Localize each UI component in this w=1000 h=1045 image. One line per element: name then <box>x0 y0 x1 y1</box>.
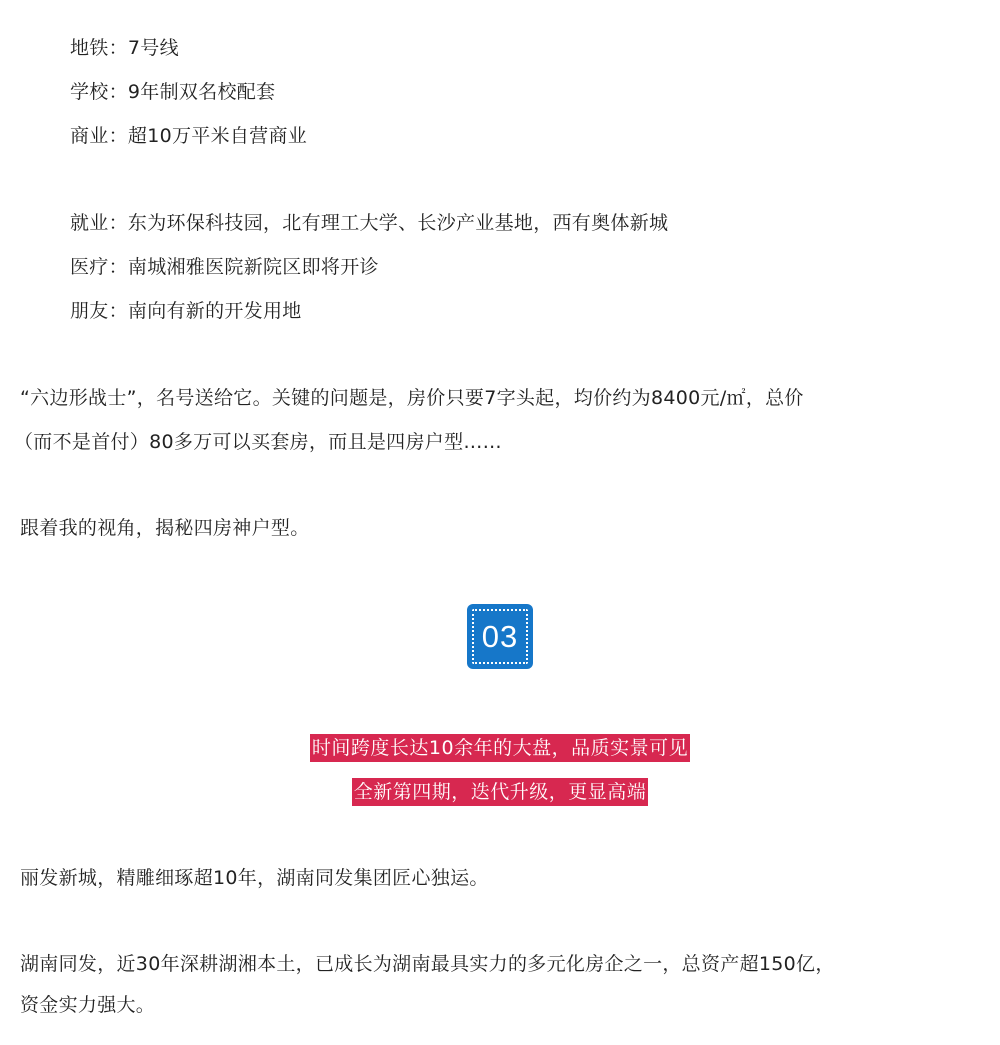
headline-2: 全新第四期，迭代升级，更显高端 <box>352 778 649 806</box>
surrounding-label: 朋友： <box>70 300 128 322</box>
intro-paragraph-line1: “六边形战士”，名号送给它。关键的问题是，房价只要7字头起，均价约为8400元/㎡，总价 <box>20 387 804 409</box>
facility-value: 超10万平米自营商业 <box>127 125 308 147</box>
surrounding-label: 医疗： <box>70 256 128 278</box>
section-number: 03 <box>472 609 528 664</box>
facility-subway <box>70 36 179 60</box>
body-paragraph-2-line1: 湖南同发，近30年深耕湖湘本土，已成长为湖南最具实力的多元化房企之一，总资产超150亿， <box>20 953 835 975</box>
headline-row-1 <box>0 734 1000 762</box>
body-paragraph-2-line2: 资金实力强大。 <box>20 994 156 1016</box>
facility-label: 学校： <box>70 81 128 103</box>
surrounding-medical <box>70 255 379 279</box>
facility-value: 7号线 <box>127 37 179 59</box>
facility-label: 地铁： <box>70 37 128 59</box>
headline-row-2 <box>0 778 1000 806</box>
facility-value: 9年制双名校配套 <box>127 81 276 103</box>
headline-1: 时间跨度长达10余年的大盘，品质实景可见 <box>310 734 690 762</box>
surrounding-label: 就业： <box>70 212 128 234</box>
facility-commerce <box>70 124 307 148</box>
surrounding-value: 东为环保科技园，北有理工大学、长沙产业基地，西有奥体新城 <box>127 212 669 234</box>
facility-label: 商业： <box>70 125 128 147</box>
facility-school <box>70 80 275 104</box>
surrounding-employment <box>70 211 668 235</box>
follow-paragraph: 跟着我的视角，揭秘四房神户型。 <box>20 517 310 539</box>
surrounding-value: 南城湘雅医院新院区即将开诊 <box>127 256 379 278</box>
section-number-badge <box>467 604 533 669</box>
surrounding-value: 南向有新的开发用地 <box>127 300 302 322</box>
surrounding-friends <box>70 299 302 323</box>
body-paragraph-1: 丽发新城，精雕细琢超10年，湖南同发集团匠心独运。 <box>20 867 489 889</box>
intro-paragraph-line2: （而不是首付）80多万可以买套房，而且是四房户型…… <box>14 431 502 453</box>
